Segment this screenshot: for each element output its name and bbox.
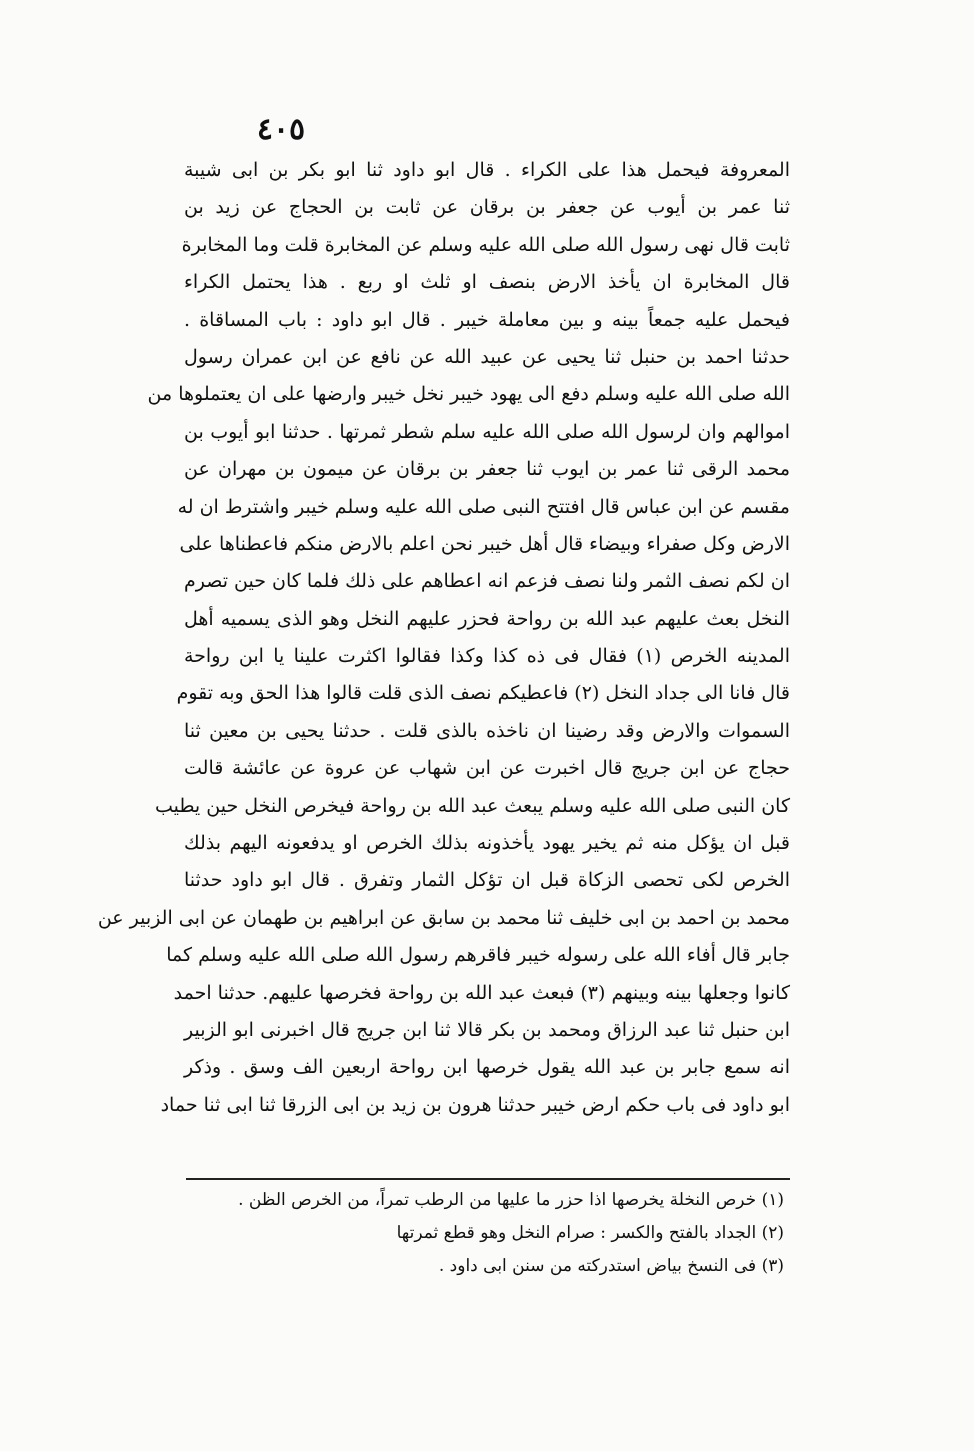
- text-line: قبل ان يؤكل منه ثم يخير يهود يأخذونه بذلك الخرص او يدفعونه اليهم بذلك: [184, 832, 790, 855]
- text-line: الخرص لكى تحصى الزكاة قبل ان تؤكل الثمار وتفرق . قال ابو داود حدثنا: [184, 869, 790, 892]
- text-line: النخل بعث عليهم عبد الله بن رواحة فحزر عليهم النخل وهو الذى يسميه أهل: [184, 607, 790, 630]
- text-line: كانوا وجعلها بينه وبينهم (٣) فبعث عبد الله بن رواحة فخرصها عليهم. حدثنا احمد: [173, 981, 790, 1004]
- text-line: حدثنا احمد بن حنبل ثنا يحيى عن عبيد الله عن نافع عن ابن عمران رسول: [184, 345, 790, 368]
- footnote-3: (٣) فى النسخ بياض استدركته من سنن ابى داود .: [438, 1256, 784, 1276]
- text-line: مقسم عن ابن عباس قال افتتح النبى صلى الله عليه وسلم خيبر واشترط ان له: [177, 495, 790, 518]
- text-line: حجاج عن ابن جريج قال اخبرت عن ابن شهاب عن عروة عن عائشة قالت: [184, 757, 790, 780]
- text-line: قال المخابرة ان يأخذ الارض بنصف او ثلث او ربع . هذا يحتمل الكراء: [184, 271, 790, 294]
- text-line: محمد بن احمد بن ابى خليف ثنا محمد بن سابق عن ابراهيم بن طهمان عن ابى الزبير عن: [97, 906, 790, 929]
- text-line: المعروفة فيحمل هذا على الكراء . قال ابو داود ثنا ابو بكر بن ابى شيبة: [184, 159, 790, 181]
- page-number: ٤٠٥: [256, 112, 306, 147]
- footnotes: [184, 1184, 790, 1283]
- text-line: المدينه الخرص (١) فقال فى ذه كذا وكذا فقالوا اكثرت علينا يا ابن رواحة: [184, 645, 790, 668]
- footnote-1: (١) خرص النخلة يخرصها اذا حزر ما عليها من الرطب تمراً، من الخرص الظن .: [238, 1190, 784, 1210]
- text-line: اموالهم وان لرسول الله صلى الله عليه سلم شطر ثمرتها . حدثنا ابو أيوب بن: [184, 420, 790, 443]
- text-line: ابن حنبل ثنا عبد الرزاق ومحمد بن بكر قالا ثنا ابن جريج قال اخبرنى ابو الزبير: [184, 1018, 790, 1041]
- text-line: محمد الرقى ثنا عمر بن ايوب ثنا جعفر بن برقان عن ميمون بن مهران عن: [184, 458, 790, 481]
- text-line: الله صلى الله عليه وسلم دفع الى يهود خيبر نخل خيبر وارضها على ان يعتملوها من: [147, 383, 790, 406]
- text-line: ثنا عمر بن أيوب عن جعفر بن برقان عن ثابت بن الحجاج عن زيد بن: [184, 196, 790, 219]
- text-line: ابو داود فى باب حكم ارض خيبر حدثنا هرون بن زيد بن ابى الزرقا ثنا ابى ثنا حماد: [160, 1093, 790, 1116]
- text-line: قال فانا الى جداد النخل (٢) فاعطيكم نصف الذى قلت قالوا هذا الحق وبه تقوم: [176, 682, 790, 705]
- text-line: كان النبى صلى الله عليه وسلم يبعث عبد الله بن رواحة فيخرص النخل حين يطيب: [154, 794, 790, 817]
- body-text: [97, 152, 790, 1124]
- text-line: ثابت قال نهى رسول الله صلى الله عليه وسلم عن المخابرة قلت وما المخابرة: [181, 233, 790, 256]
- text-line: جابر قال أفاء الله على رسوله خيبر فاقرهم رسول الله صلى الله عليه وسلم كما: [166, 944, 790, 967]
- footnote-2: (٢) الجداد بالفتح والكسر : صرام النخل وهو قطع ثمرتها: [396, 1223, 784, 1243]
- text-line: الارض وكل صفراء وبيضاء قال أهل خيبر نحن اعلم بالارض منكم فاعطناها على: [179, 532, 790, 555]
- text-line: ان لكم نصف الثمر ولنا نصف فزعم انه اعطاهم على ذلك فلما كان حين تصرم: [184, 570, 790, 593]
- text-line: انه سمع جابر بن عبد الله يقول خرصها ابن رواحة اربعين الف وسق . وذكر: [184, 1056, 790, 1079]
- text-line: فيحمل عليه جمعاً بينه و بين معاملة خيبر . قال ابو داود : باب المساقاة .: [184, 308, 790, 331]
- text-line: السموات والارض وقد رضينا ان ناخذه بالذى قلت . حدثنا يحيى بن معين ثنا: [184, 719, 790, 742]
- footnote-separator: [186, 1178, 790, 1180]
